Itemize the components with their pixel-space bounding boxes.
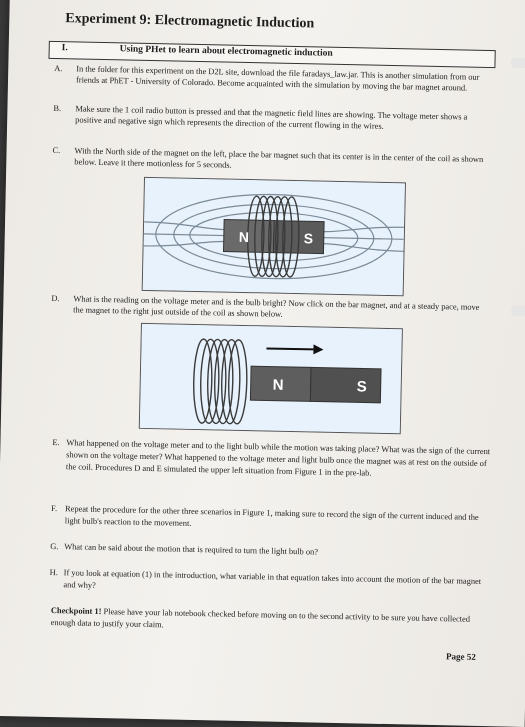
question-g-label: G. [50,541,59,552]
binder-tab-top [511,58,525,68]
binder-tab-bottom [511,306,525,316]
step-d-label: D. [51,293,60,304]
step-b-text: Make sure the 1 coil radio button is pressed and that the magnetic field lines are showing. The voltage meter shows a positive and negative sign which represents the direction of the current flowing in the wires. [75,104,468,131]
question-h [49,567,489,600]
question-e-text: What happened on the voltage meter and to the light bulb while the motion was taking place? What was the sign of the current shown on the voltage meter? What happened to the voltage meter and light bulb once the magnet was at rest on the outside of the coil. Procedures D and E simulated the upper left situation from Figure 1 in the pre-lab. [65,438,491,478]
figure1-south-label: S [303,230,314,247]
figure-magnet-in-coil [142,177,406,296]
figure2-south-label: S [356,378,367,396]
figure1-north-label: N [238,228,250,246]
checkpoint-label: Checkpoint 1! [50,605,102,617]
question-h-text: If you look at equation (1) in the introduction, what variable in that equation takes into account the motion of the bar magnet and why? [63,568,482,590]
step-a-label: A. [54,63,63,74]
page-number: Page 52 [445,651,476,662]
question-f [51,503,491,536]
question-f-text: Repeat the procedure for the other three scenarios in Figure 1, making sure to record the sign of the current induced and the light bulb's reaction to the movement. [64,504,479,528]
step-b [53,103,492,134]
question-h-label: H. [49,567,58,578]
step-a [54,63,493,94]
question-f-label: F. [50,503,58,514]
section-title: Using PHet to learn about electromagnetic induction [119,44,333,59]
step-c-label: C. [52,145,61,156]
step-b-label: B. [53,103,62,114]
checkpoint-note [51,605,491,638]
question-g-text: What can be said about the motion that is required to turn the light bulb on? [64,542,319,557]
question-g [50,541,490,562]
step-c [52,145,491,176]
figure-magnet-moved-right [139,323,403,434]
step-d-text: What is the reading on the voltage meter and is the bulb bright? Now click on the bar magnet, and at a steady pace, move the magnet to the right just outside of the coil as shown below. [73,294,480,319]
figure2-north-label: N [272,376,284,394]
question-e-label: E. [52,437,60,448]
page-content [49,3,500,662]
step-c-text: With the North side of the magnet on the left, place the bar magnet such that its center is in the center of the coil as shown below. Leave it there motionless for 5 seconds. [74,146,484,170]
question-e [52,437,493,482]
section-number: I. [61,43,68,54]
checkpoint-text: Please have your lab notebook checked before moving on to the second activity to be sure you have collected enough data to justify your claim. [50,607,471,630]
step-d [51,293,490,324]
page-title: Experiment 9: Electromagnetic Induction [65,11,315,32]
step-a-text: In the folder for this experiment on the D2L site, download the file faradays_law.jar. This is another simulation from our friends at PhET - University of Colorado. Become acquainted with the simulation by moving the bar magnet around. [75,64,480,93]
